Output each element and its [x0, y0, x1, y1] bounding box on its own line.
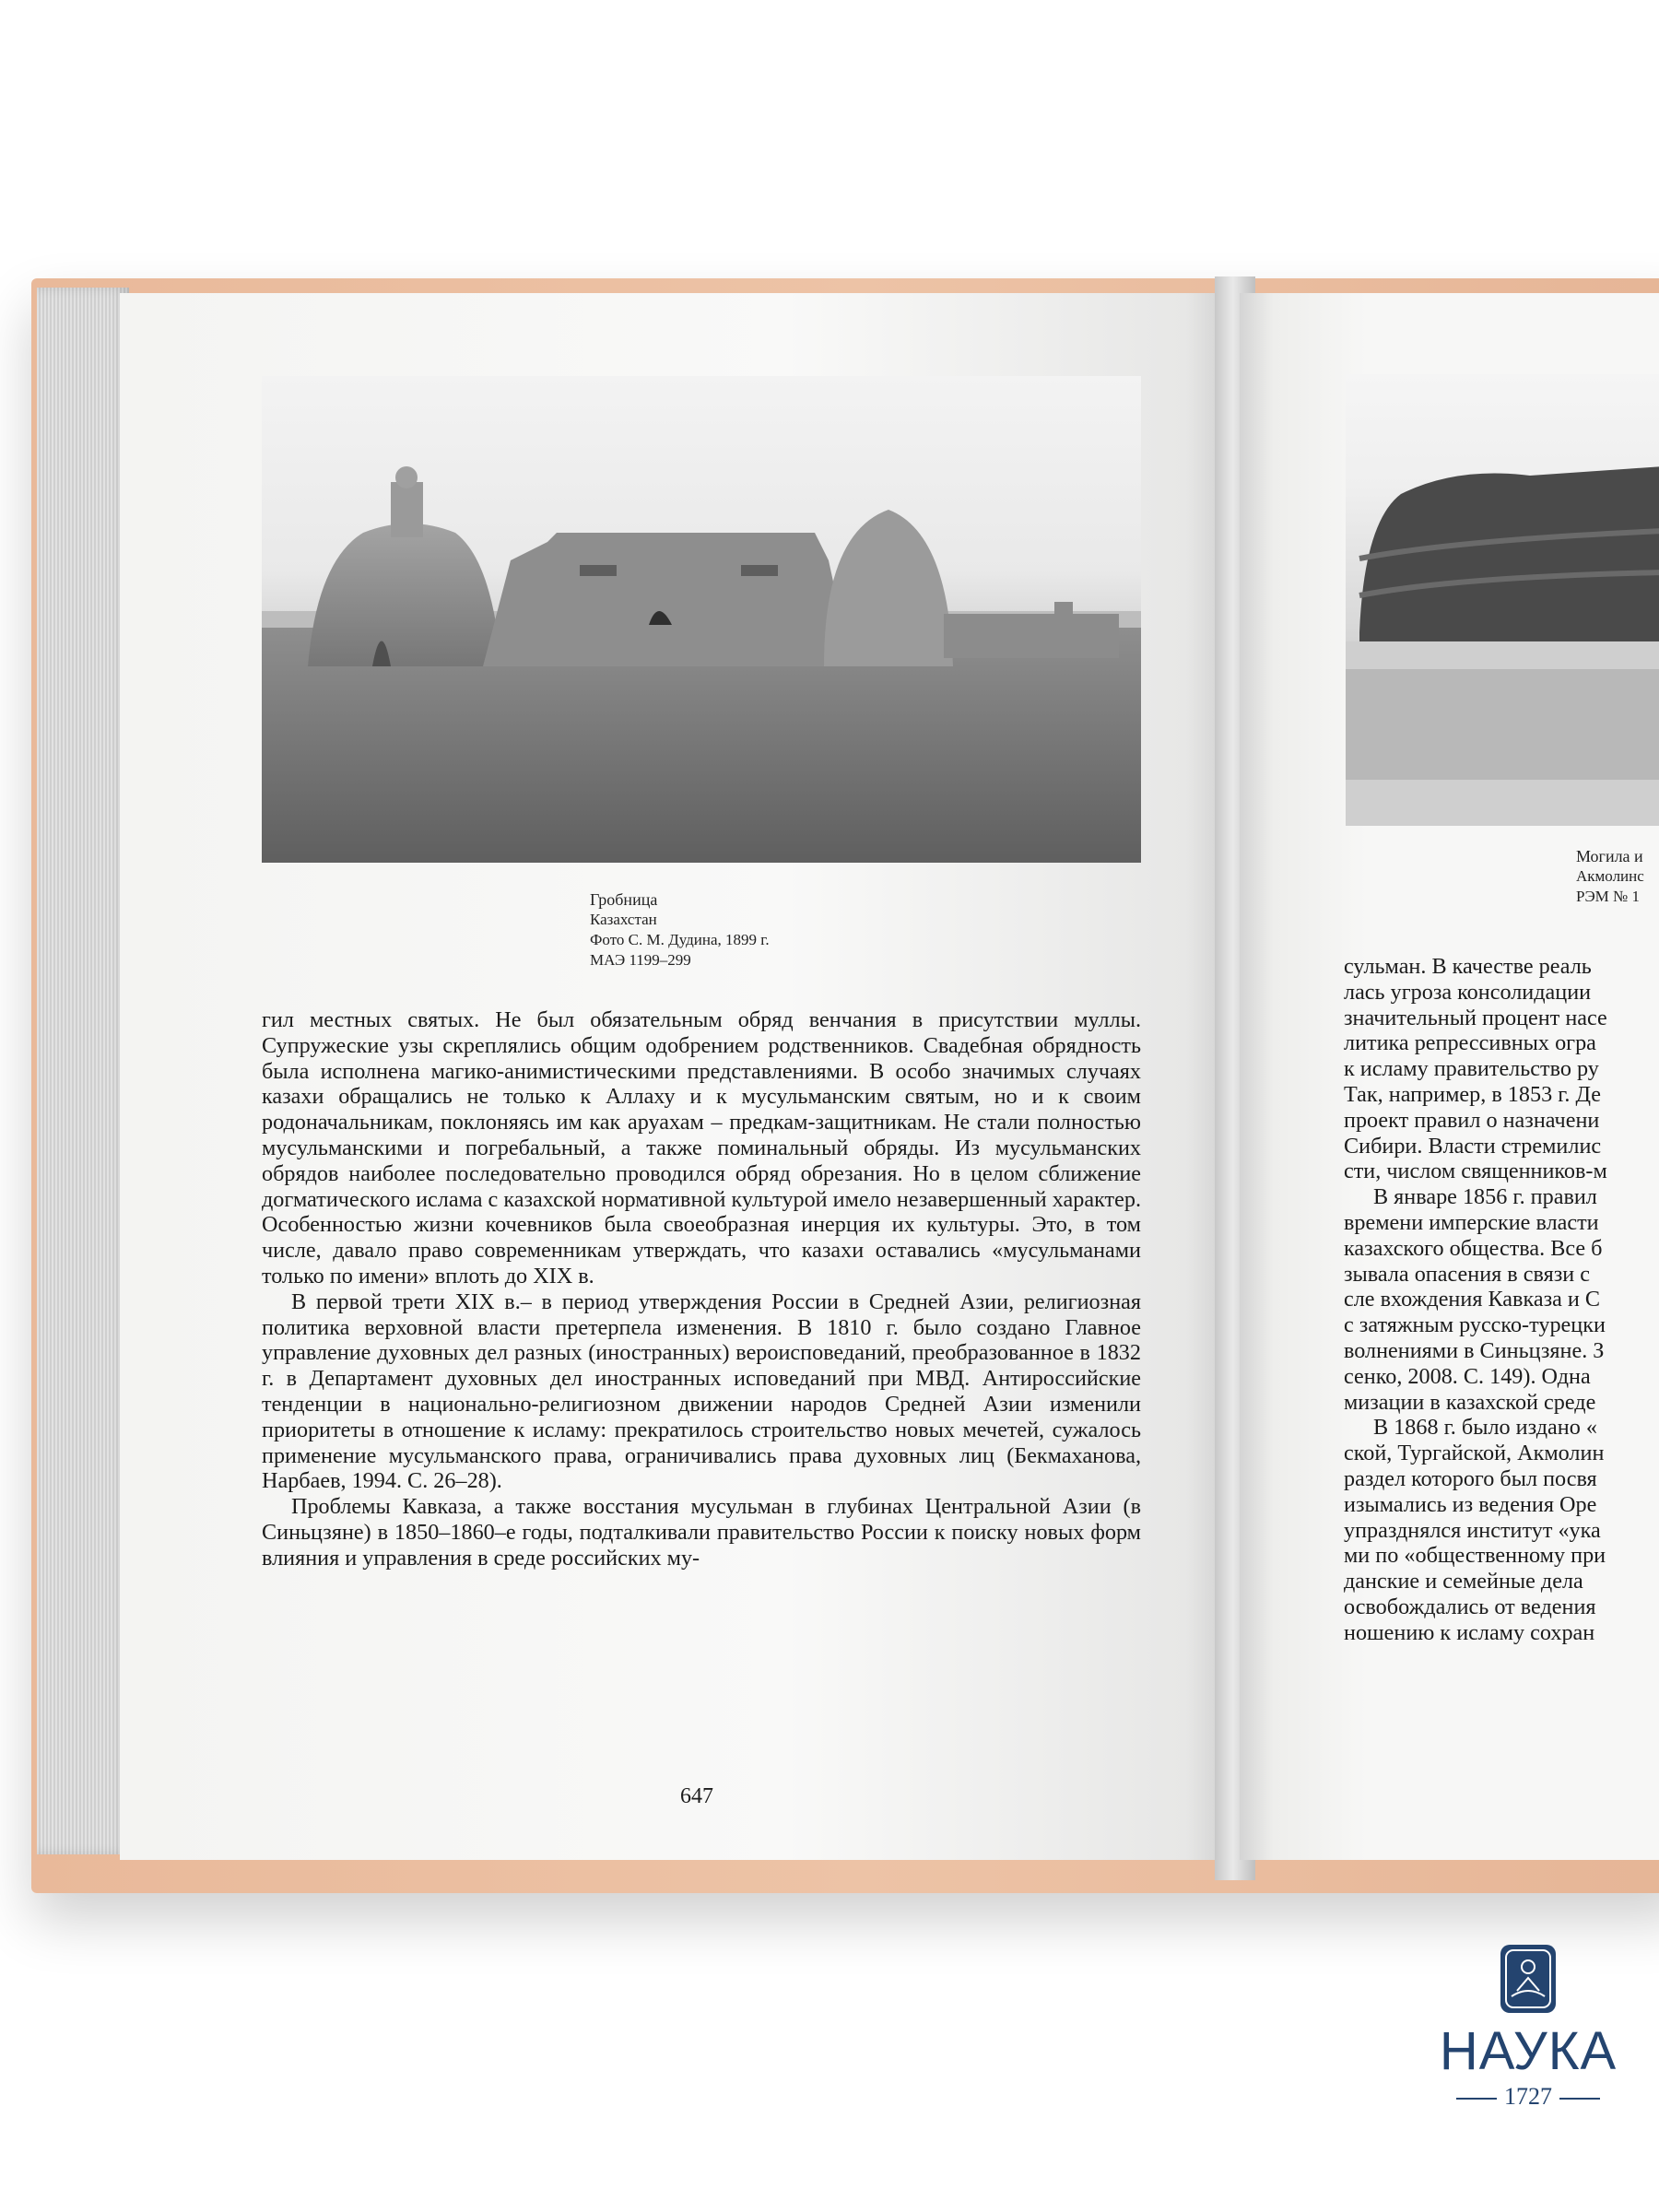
text-line: времени имперские власти	[1344, 1209, 1599, 1235]
page-stack-edge	[37, 288, 129, 1854]
text-line: Так, например, в 1853 г. Де	[1344, 1081, 1602, 1107]
text-line: к исламу правительство ру	[1344, 1056, 1599, 1082]
text-line: сле вхождения Кавказа и С	[1344, 1287, 1601, 1312]
caption-title: Гробница	[590, 890, 658, 909]
text-line: значительный процент насе	[1344, 1005, 1607, 1030]
text-line: проект правил о назначени	[1344, 1107, 1600, 1133]
tomb-photo-drawing	[262, 376, 1141, 863]
text-line: данские и семейные дела	[1344, 1569, 1583, 1594]
publisher-logo	[1427, 1945, 1630, 2166]
text-line: ми по «общественному при	[1344, 1543, 1606, 1569]
rule-left	[1456, 2098, 1497, 2100]
book-emblem-icon	[1500, 1945, 1556, 2013]
paragraph: В первой трети XIX в.– в период утверждения России в Средней Азии, религиозная политика верховной власти претерпела изменения. В 1810 г. было создано Главное управление духовных дел разных (иностранных) вероисповеданий, преобразованное в 1832 г. в Департамент духовных дел иностранных исповеданий при МВД. Антироссийские тенденции в национально-религиозном движении народов Средней Азии изменили приоритеты в отношение к исламу: прекратилось строительство новых мечетей, сужалось применение мусульманского права, ограничивались права духовных лиц (Бекмаханова, Нарбаев, 1994. С. 26–28).	[262, 1288, 1141, 1494]
caption-place: Казахстан	[590, 911, 657, 928]
text-line: волнениями в Синьцзяне. З	[1344, 1337, 1605, 1363]
caption-archive: МАЭ 1199–299	[590, 951, 691, 969]
page-number: 647	[680, 1784, 713, 1808]
left-page-body	[262, 1007, 1141, 1571]
text-line: мизации в казахской среде	[1344, 1389, 1596, 1415]
publisher-year: 1727	[1504, 2083, 1552, 2110]
text-line: изымались из ведения Оре	[1344, 1491, 1597, 1517]
text-line: зывала опасения в связи с	[1344, 1261, 1591, 1287]
text-line: упразднялся институт «ука	[1344, 1517, 1601, 1543]
left-photo-caption	[590, 889, 770, 971]
right-page-body	[1344, 954, 1659, 1646]
paragraph: гил местных святых. Не был обязательным обряд венчания в присутствии муллы. Супружеские узы скреплялись общим одобрением родственников. Свадебная обрядность была исполнена магико-анимистическими представлениями. В особо значимых случаях казахи обращались не только к Аллаху и к мусульманским святым, но и к своим родоначальникам, поклоняясь им как аруахам – предкам-защитникам. Не стали полностью мусульманскими и погребальный, а также поминальный обряды. Из мусульманских обрядов наиболее последовательно проводился обряд обрезания. Но в целом сближение догматического ислама с казахской нормативной культурой имело незавершенный характер. Особенностью жизни кочевников была своеобразная инерция их культуры. Это, в том числе, давало право современникам утверждать, что казахи оставались «мусульманами только по имени» вплоть до XIX в.	[262, 1007, 1141, 1288]
grave-photo	[1346, 374, 1659, 826]
text-line: ской, Тургайской, Акмолин	[1344, 1441, 1605, 1466]
text-line: сти, числом священников-м	[1344, 1159, 1607, 1184]
publisher-name: НАУКА	[1439, 2021, 1618, 2081]
caption-archive: РЭМ № 1	[1576, 888, 1641, 905]
text-line: казахского общества. Все б	[1344, 1235, 1603, 1261]
caption-credit: Фото С. М. Дудина, 1899 г.	[590, 931, 770, 948]
caption-title: Могила и	[1576, 847, 1643, 865]
text-line: ношению к исламу сохран	[1344, 1619, 1595, 1645]
right-photo-caption	[1576, 846, 1644, 907]
text-line: сульман. В качестве реаль	[1344, 954, 1592, 979]
text-line: освобождались от ведения	[1344, 1594, 1596, 1619]
text-line: литика репрессивных огра	[1344, 1030, 1596, 1056]
text-line: В 1868 г. было издано «	[1373, 1415, 1597, 1441]
text-line: с затяжным русско-турецки	[1344, 1312, 1606, 1338]
text-line: раздел которого был посвя	[1344, 1465, 1597, 1491]
text-line: Сибири. Власти стремилис	[1344, 1133, 1602, 1159]
rule-right	[1559, 2098, 1600, 2100]
grave-photo-drawing	[1346, 374, 1659, 826]
tomb-photo	[262, 376, 1141, 863]
text-line: лась угроза консолидации	[1344, 979, 1592, 1005]
paragraph: Проблемы Кавказа, а также восстания мусульман в глубинах Центральной Азии (в Синьцзяне) в 1850–1860–е годы, подталкивали правительство России к поиску новых форм влияния и управления в среде российских му-	[262, 1494, 1141, 1571]
text-line: сенко, 2008. С. 149). Одна	[1344, 1363, 1591, 1389]
publisher-year-row	[1427, 2083, 1630, 2111]
caption-place: Акмолинс	[1576, 867, 1644, 885]
text-line: В январе 1856 г. правил	[1373, 1184, 1597, 1210]
